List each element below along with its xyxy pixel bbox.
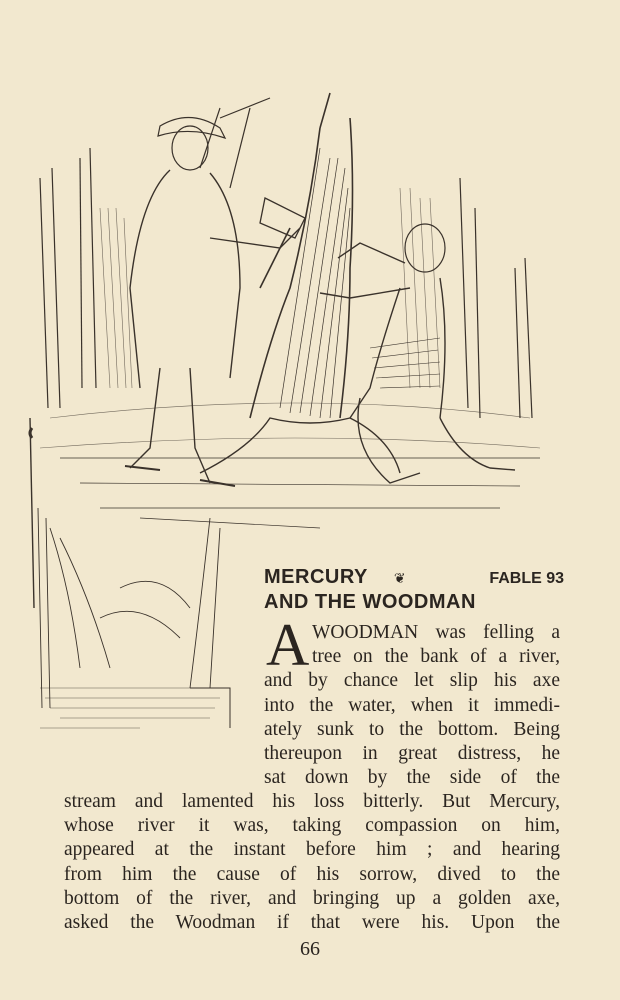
fable-heading	[264, 566, 564, 614]
body-text-wide	[64, 790, 560, 935]
text-line: sat down by the side of the	[264, 767, 560, 789]
text-line: into the water, when it immedi-	[264, 694, 560, 716]
fable-number: FABLE 93	[489, 570, 564, 587]
page-number: 66	[300, 938, 320, 960]
text-line: stream and lamented his loss bitterly. But Mercury,	[64, 791, 560, 812]
drop-cap: A	[266, 612, 310, 678]
fable-title-part-2: AND THE WOODMAN	[264, 591, 476, 613]
fable-title-part-1: MERCURY	[264, 566, 368, 588]
text-line: appeared at the instant before him ; and hearing	[64, 839, 560, 861]
text-line: whose river it was, taking compassion on him,	[64, 815, 560, 837]
body-text-narrow	[264, 612, 560, 790]
text-line: ately sunk to the bottom. Being	[264, 718, 560, 740]
text-line: bottom of the river, and bringing up a golden axe,	[64, 887, 560, 909]
heading-line-1	[264, 566, 564, 589]
ornament-icon: ❦	[393, 570, 407, 586]
text-line: tree on the bank of a river,	[312, 646, 560, 668]
text-line: WOODMAN was felling a	[312, 622, 560, 643]
text-line: and by chance let slip his axe	[264, 670, 560, 692]
text-line: asked the Woodman if that were his. Upon the	[64, 912, 560, 934]
text-line: from him the cause of his sorrow, dived to the	[64, 863, 560, 885]
text-line: thereupon in great distress, he	[264, 743, 560, 765]
